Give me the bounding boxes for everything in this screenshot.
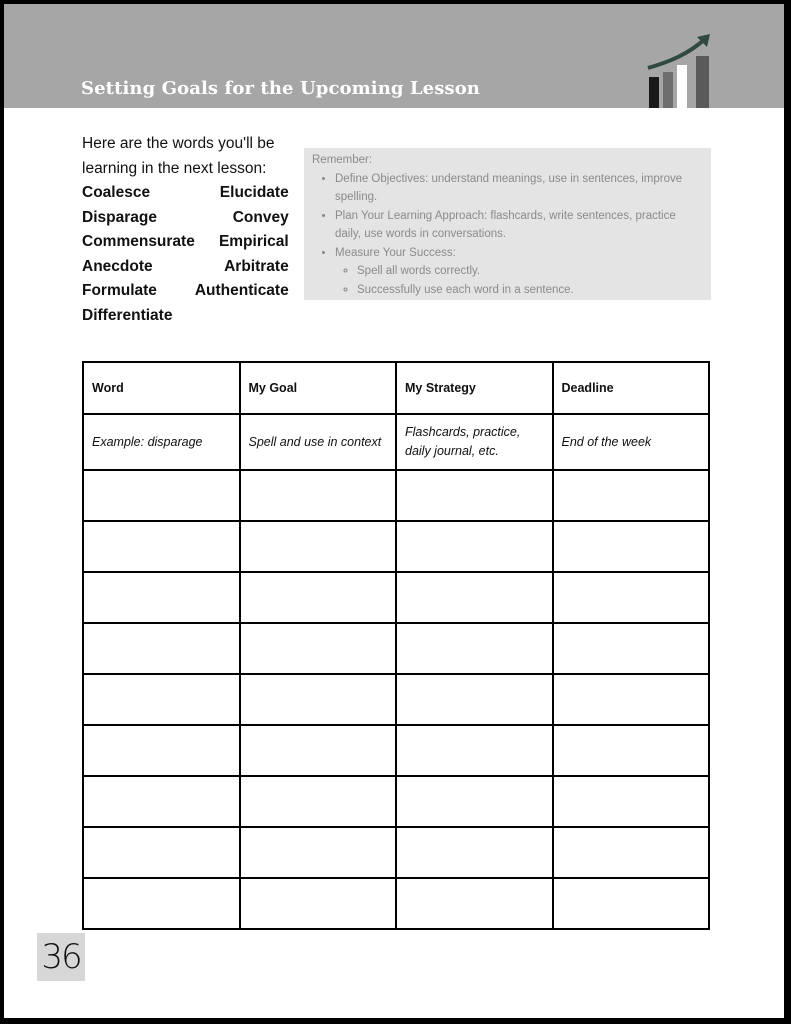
word-item: Convey	[232, 208, 289, 226]
reminder-item	[335, 244, 703, 300]
word-item: Formulate	[82, 282, 157, 300]
deadline-cell[interactable]	[553, 470, 710, 521]
reminder-subitem: ◦ Spell all words correctly.	[357, 262, 703, 281]
reminder-item: • Define Objectives: understand meanings, use in sentences, improve spelling.	[335, 170, 703, 207]
deadline-cell[interactable]	[553, 572, 710, 623]
strategy-cell[interactable]	[396, 521, 553, 572]
reminder-item: • Plan Your Learning Approach: flashcards, write sentences, practice daily, use words in conversations.	[335, 207, 703, 244]
word-cell[interactable]	[83, 776, 240, 827]
deadline-cell[interactable]	[553, 521, 710, 572]
growth-bar-1	[649, 77, 659, 108]
goal-cell[interactable]	[240, 521, 397, 572]
goal-cell[interactable]	[240, 572, 397, 623]
header-my-strategy: My Strategy	[396, 362, 553, 414]
goal-cell[interactable]	[240, 674, 397, 725]
word-cell[interactable]	[83, 521, 240, 572]
goal-cell[interactable]	[240, 878, 397, 929]
table-row	[83, 623, 709, 674]
strategy-cell[interactable]	[396, 725, 553, 776]
word-cell[interactable]	[83, 674, 240, 725]
table-row	[83, 521, 709, 572]
strategy-cell[interactable]	[396, 470, 553, 521]
page-number: 36	[37, 933, 85, 981]
word-item: Differentiate	[82, 306, 173, 324]
reminder-subitem: ◦ Successfully use each word in a sentence.	[357, 281, 703, 300]
goals-table	[82, 361, 710, 930]
reminder-box	[304, 148, 711, 300]
word-item: Disparage	[82, 208, 157, 226]
word-item: Arbitrate	[224, 257, 289, 275]
word-cell[interactable]	[83, 470, 240, 521]
table-row	[83, 878, 709, 929]
word-item: Authenticate	[194, 282, 289, 300]
table-header-row	[83, 362, 709, 414]
header-deadline: Deadline	[553, 362, 710, 414]
reminder-title: Remember:	[312, 154, 373, 166]
goal-cell[interactable]	[240, 776, 397, 827]
worksheet-page	[4, 4, 784, 1018]
strategy-cell[interactable]	[396, 827, 553, 878]
table-row	[83, 572, 709, 623]
table-row	[83, 827, 709, 878]
growth-bar-2	[663, 72, 673, 108]
strategy-cell[interactable]	[396, 623, 553, 674]
goal-cell[interactable]	[240, 623, 397, 674]
table-row	[83, 776, 709, 827]
reminder-sublist	[335, 262, 703, 299]
example-strategy: Flashcards, practice, daily journal, etc.	[396, 414, 553, 470]
deadline-cell[interactable]	[553, 827, 710, 878]
word-cell[interactable]	[83, 572, 240, 623]
intro-text: Here are the words you'll be learning in the next lesson:	[82, 135, 275, 177]
table-row	[83, 725, 709, 776]
word-cell[interactable]	[83, 725, 240, 776]
growth-bar-3	[677, 65, 687, 108]
table-row	[83, 674, 709, 725]
growth-bar-4	[696, 56, 709, 108]
deadline-cell[interactable]	[553, 725, 710, 776]
table-row	[83, 470, 709, 521]
word-item: Empirical	[218, 233, 289, 251]
header-band	[4, 4, 784, 108]
goal-cell[interactable]	[240, 470, 397, 521]
strategy-cell[interactable]	[396, 878, 553, 929]
deadline-cell[interactable]	[553, 878, 710, 929]
strategy-cell[interactable]	[396, 674, 553, 725]
example-row	[83, 414, 709, 470]
reminder-item-label: Measure Your Success:	[335, 246, 456, 259]
page-title: Setting Goals for the Upcoming Lesson	[81, 78, 480, 99]
word-item: Anecdote	[82, 257, 153, 275]
word-list	[82, 181, 289, 329]
header-my-goal: My Goal	[240, 362, 397, 414]
header-word: Word	[83, 362, 240, 414]
reminder-list	[312, 170, 703, 300]
word-item: Elucidate	[219, 184, 289, 201]
word-item: Commensurate	[82, 233, 195, 251]
word-cell[interactable]	[83, 878, 240, 929]
strategy-cell[interactable]	[396, 776, 553, 827]
word-cell[interactable]	[83, 623, 240, 674]
word-cell[interactable]	[83, 827, 240, 878]
deadline-cell[interactable]	[553, 674, 710, 725]
strategy-cell[interactable]	[396, 572, 553, 623]
deadline-cell[interactable]	[553, 623, 710, 674]
word-list-section	[82, 132, 289, 329]
example-deadline: End of the week	[553, 414, 710, 470]
goal-cell[interactable]	[240, 827, 397, 878]
goal-cell[interactable]	[240, 725, 397, 776]
example-word: Example: disparage	[83, 414, 240, 470]
example-goal: Spell and use in context	[240, 414, 397, 470]
growth-chart-icon	[644, 32, 714, 108]
deadline-cell[interactable]	[553, 776, 710, 827]
word-item: Coalesce	[82, 184, 151, 201]
